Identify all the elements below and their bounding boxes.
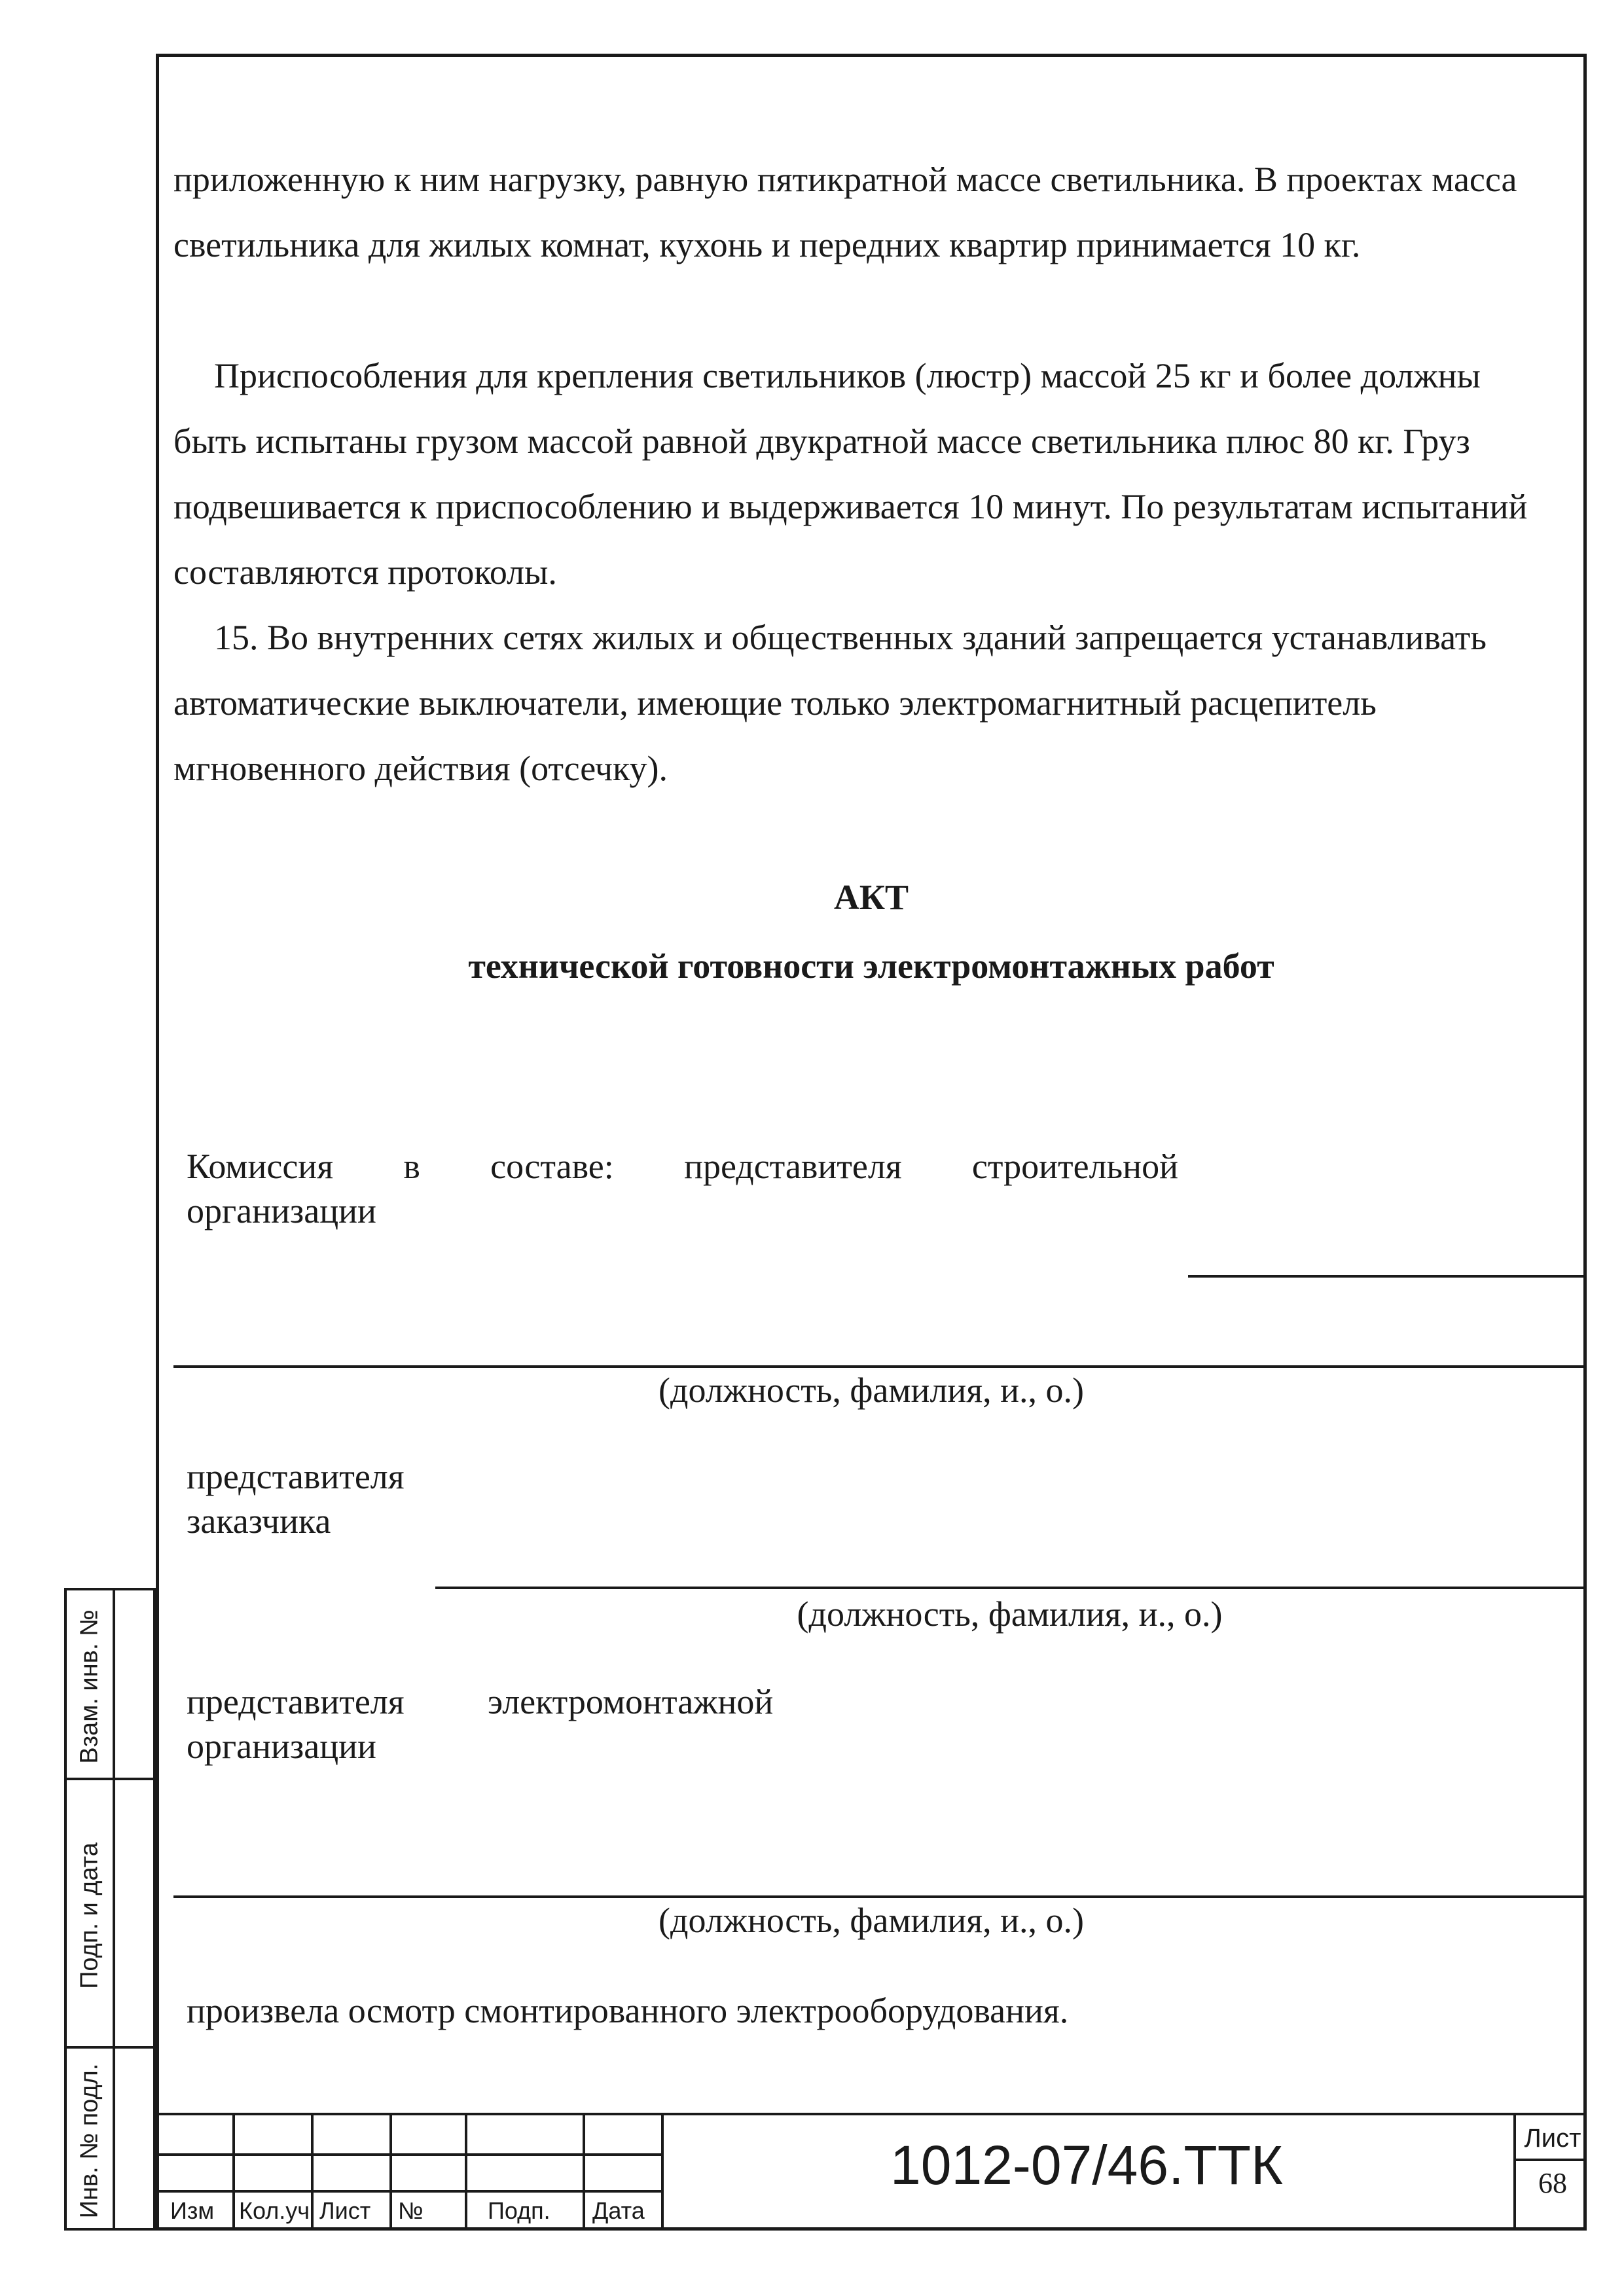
col-data: Дата bbox=[592, 2197, 645, 2224]
customer-label-line1: представителя bbox=[187, 1457, 405, 1496]
title-block-col-line bbox=[465, 2113, 467, 2231]
side-stamp-vzam bbox=[64, 1588, 156, 1780]
title-block-sheet-divider bbox=[1513, 2113, 1516, 2231]
title-block-top-border bbox=[156, 2113, 1587, 2115]
act-title: АКТ bbox=[833, 878, 909, 917]
commission-word: Комиссия bbox=[187, 1147, 334, 1186]
sheet-label: Лист bbox=[1524, 2124, 1581, 2153]
paragraph-continuation: приложенную к ним нагрузку, равную пятикратной массе светильника. В проектах масса светильника для жилых комнат, кухонь и передних квартир принимается 10 кг. bbox=[173, 160, 1517, 264]
side-stamp-vzam-label: Взам. инв. № bbox=[75, 1609, 103, 1764]
col-izm: Изм bbox=[170, 2197, 215, 2224]
customer-label-line2: заказчика bbox=[187, 1501, 331, 1541]
builder-signature-line-short bbox=[1188, 1275, 1584, 1278]
customer-signature-line bbox=[435, 1587, 1584, 1589]
col-kol-uch: Кол.уч bbox=[239, 2197, 310, 2224]
electro-label-line2: организации bbox=[187, 1727, 376, 1766]
electro-caption: (должность, фамилия, и., о.) bbox=[658, 1901, 1085, 1940]
col-podp: Подп. bbox=[488, 2197, 550, 2224]
side-stamp-podp bbox=[64, 1778, 156, 2049]
side-stamp-inv bbox=[64, 2046, 156, 2231]
builder-caption: (должность, фамилия, и., о.) bbox=[658, 1371, 1085, 1410]
title-block-col-line bbox=[583, 2113, 585, 2231]
col-list: Лист bbox=[319, 2197, 371, 2224]
title-block-col-line bbox=[311, 2113, 314, 2231]
commission-word: строительной bbox=[971, 1147, 1178, 1186]
commission-word: составе: bbox=[490, 1147, 614, 1186]
customer-caption: (должность, фамилия, и., о.) bbox=[797, 1594, 1223, 1634]
act-subtitle: технической готовности электромонтажных работ bbox=[468, 946, 1274, 986]
commission-org-label: организации bbox=[187, 1191, 376, 1230]
commission-word: представителя bbox=[684, 1147, 902, 1186]
commission-word: в bbox=[403, 1147, 420, 1186]
side-stamp-podp-label: Подп. и дата bbox=[75, 1842, 103, 1989]
electro-signature-line bbox=[173, 1895, 1584, 1898]
title-block-col-line bbox=[232, 2113, 235, 2231]
title-block-sheet-line bbox=[1513, 2159, 1587, 2161]
sheet-number: 68 bbox=[1538, 2167, 1567, 2199]
side-stamp-inv-label: Инв. № подл. bbox=[75, 2063, 103, 2219]
builder-signature-line bbox=[173, 1365, 1584, 1368]
title-block-row-line bbox=[156, 2153, 661, 2156]
document-code: 1012-07/46.ТТК bbox=[890, 2134, 1283, 2196]
title-block-col-line bbox=[389, 2113, 392, 2231]
col-number: № bbox=[398, 2197, 424, 2224]
electro-label-word2: электромонтажной bbox=[488, 1682, 774, 1721]
commission-line bbox=[187, 1144, 1178, 1189]
electro-label-word1: представителя bbox=[187, 1682, 405, 1721]
closing-text: произвела осмотр смонтированного электрооборудования. bbox=[187, 1991, 1069, 2030]
paragraph-breakers: 15. Во внутренних сетях жилых и общественных зданий запрещается устанавливать автоматические выключатели, имеющие только электромагнитный расцепитель мгновенного действия (отсечку). bbox=[173, 618, 1487, 788]
paragraph-fixtures-testing: Приспособления для крепления светильников (люстр) массой 25 кг и более должны быть испытаны грузом массой равной двукратной массе светильника плюс 80 кг. Груз подвешивается к приспособлению и выдерживается 10 минут. По результатам испытаний составляются протоколы. bbox=[173, 356, 1528, 592]
title-block-row-line bbox=[156, 2190, 661, 2193]
